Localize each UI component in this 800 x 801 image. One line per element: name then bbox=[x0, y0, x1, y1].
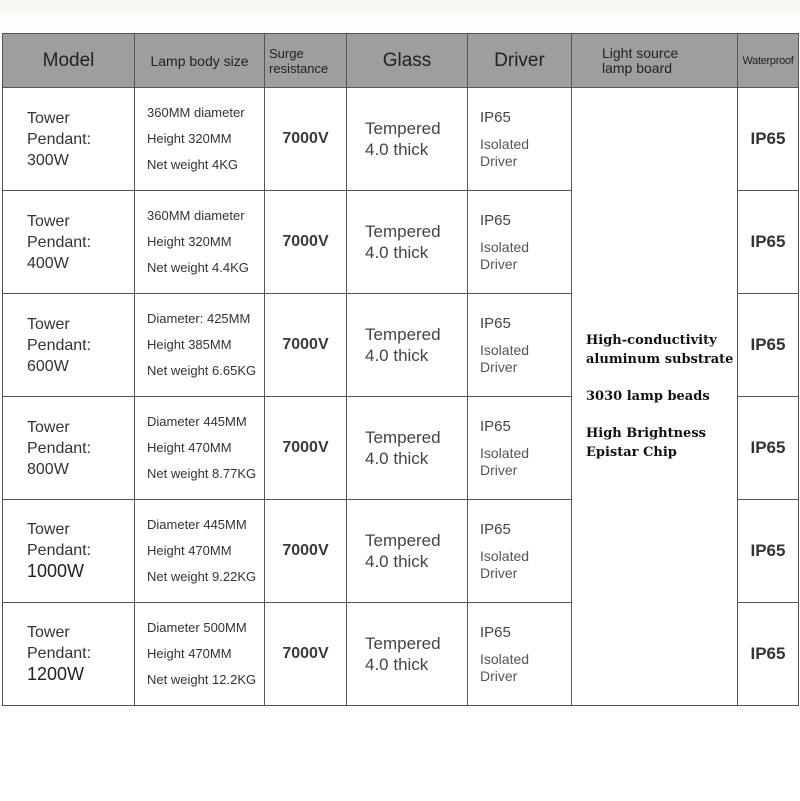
size-line2: Height 470MM bbox=[147, 646, 232, 661]
cell-glass bbox=[347, 294, 468, 397]
size-line2: Height 385MM bbox=[147, 337, 232, 352]
cell-glass bbox=[347, 397, 468, 500]
driver-ip: IP65 bbox=[480, 520, 511, 538]
size-line1: 360MM diameter bbox=[147, 105, 245, 120]
glass-line2: 4.0 thick bbox=[365, 346, 429, 365]
size-line1: Diameter: 425MM bbox=[147, 311, 251, 326]
header-glass: Glass bbox=[347, 34, 468, 88]
size-line3: Net weight 12.2KG bbox=[147, 672, 257, 687]
cell-light-source bbox=[572, 88, 738, 706]
header-light-source bbox=[572, 34, 738, 88]
size-line1: Diameter 445MM bbox=[147, 517, 247, 532]
size-line2: Height 470MM bbox=[147, 440, 232, 455]
cell-size bbox=[135, 191, 265, 294]
header-surge-resistance bbox=[265, 34, 347, 88]
cell-glass bbox=[347, 191, 468, 294]
model-line3: 300W bbox=[27, 151, 69, 169]
cell-surge: 7000V bbox=[265, 397, 347, 500]
header-driver: Driver bbox=[468, 34, 572, 88]
cell-waterproof: IP65 bbox=[738, 294, 799, 397]
size-line3: Net weight 4.4KG bbox=[147, 260, 249, 275]
size-line2: Height 320MM bbox=[147, 234, 232, 249]
cell-driver bbox=[468, 603, 572, 706]
light-line2: aluminum substrate bbox=[586, 352, 734, 367]
model-line2: Pendant: bbox=[27, 645, 92, 662]
model-line2: Pendant: bbox=[27, 542, 92, 559]
model-line2: Pendant: bbox=[27, 233, 92, 251]
top-strip bbox=[0, 0, 800, 26]
header-light-line2: lamp board bbox=[602, 59, 673, 76]
size-line1: Diameter 445MM bbox=[147, 414, 247, 429]
glass-line1: Tempered bbox=[365, 222, 441, 241]
driver-line1: Isolated bbox=[480, 650, 530, 667]
driver-ip: IP65 bbox=[480, 108, 511, 126]
model-line1: Tower bbox=[27, 315, 70, 333]
light-line4: High Brightness bbox=[586, 426, 706, 441]
cell-model bbox=[3, 603, 135, 706]
cell-model bbox=[3, 500, 135, 603]
cell-size bbox=[135, 603, 265, 706]
cell-size bbox=[135, 500, 265, 603]
cell-model bbox=[3, 397, 135, 500]
size-line3: Net weight 4KG bbox=[147, 157, 239, 172]
glass-line1: Tempered bbox=[365, 428, 441, 447]
driver-ip: IP65 bbox=[480, 417, 511, 435]
driver-line1: Isolated bbox=[480, 135, 530, 152]
glass-line2: 4.0 thick bbox=[365, 140, 429, 159]
cell-driver bbox=[468, 88, 572, 191]
size-line3: Net weight 9.22KG bbox=[147, 569, 257, 584]
cell-driver bbox=[468, 397, 572, 500]
cell-size bbox=[135, 397, 265, 500]
model-line3: 1200W bbox=[27, 664, 85, 684]
cell-size bbox=[135, 88, 265, 191]
glass-line1: Tempered bbox=[365, 531, 441, 550]
cell-surge: 7000V bbox=[265, 603, 347, 706]
cell-glass bbox=[347, 500, 468, 603]
glass-line1: Tempered bbox=[365, 634, 441, 653]
cell-surge: 7000V bbox=[265, 500, 347, 603]
cell-surge: 7000V bbox=[265, 294, 347, 397]
driver-line1: Isolated bbox=[480, 341, 530, 358]
cell-glass bbox=[347, 603, 468, 706]
model-line3: 400W bbox=[27, 254, 69, 272]
driver-line1: Isolated bbox=[480, 444, 530, 461]
driver-ip: IP65 bbox=[480, 211, 511, 229]
cell-glass bbox=[347, 88, 468, 191]
cell-model bbox=[3, 88, 135, 191]
size-line3: Net weight 6.65KG bbox=[147, 363, 257, 378]
light-line5: Epistar Chip bbox=[586, 445, 677, 460]
header-model: Model bbox=[3, 34, 135, 88]
cell-model bbox=[3, 191, 135, 294]
driver-line2: Driver bbox=[480, 564, 518, 581]
cell-waterproof: IP65 bbox=[738, 397, 799, 500]
glass-line2: 4.0 thick bbox=[365, 655, 429, 674]
glass-line2: 4.0 thick bbox=[365, 552, 429, 571]
driver-line2: Driver bbox=[480, 152, 518, 169]
driver-line2: Driver bbox=[480, 358, 518, 375]
header-surge-line1: Surge bbox=[269, 45, 304, 61]
model-line1: Tower bbox=[27, 109, 70, 127]
driver-line1: Isolated bbox=[480, 238, 530, 255]
model-line1: Tower bbox=[27, 521, 70, 538]
driver-line2: Driver bbox=[480, 667, 518, 684]
spec-table bbox=[2, 33, 799, 706]
size-line2: Height 320MM bbox=[147, 131, 232, 146]
cell-waterproof: IP65 bbox=[738, 88, 799, 191]
cell-driver bbox=[468, 294, 572, 397]
size-line1: Diameter 500MM bbox=[147, 620, 247, 635]
size-line3: Net weight 8.77KG bbox=[147, 466, 257, 481]
header-row bbox=[3, 34, 799, 88]
model-line1: Tower bbox=[27, 418, 70, 436]
model-line1: Tower bbox=[27, 212, 70, 230]
cell-size bbox=[135, 294, 265, 397]
glass-line1: Tempered bbox=[365, 325, 441, 344]
header-waterproof: Waterproof bbox=[738, 34, 799, 88]
glass-line2: 4.0 thick bbox=[365, 449, 429, 468]
driver-line2: Driver bbox=[480, 461, 518, 478]
model-line3: 800W bbox=[27, 460, 69, 478]
cell-surge: 7000V bbox=[265, 191, 347, 294]
driver-ip: IP65 bbox=[480, 623, 511, 641]
cell-waterproof: IP65 bbox=[738, 603, 799, 706]
cell-model bbox=[3, 294, 135, 397]
model-line2: Pendant: bbox=[27, 130, 92, 148]
model-line2: Pendant: bbox=[27, 439, 92, 457]
glass-line2: 4.0 thick bbox=[365, 243, 429, 262]
driver-ip: IP65 bbox=[480, 314, 511, 332]
model-line3: 600W bbox=[27, 357, 69, 375]
cell-surge: 7000V bbox=[265, 88, 347, 191]
cell-driver bbox=[468, 191, 572, 294]
model-line1: Tower bbox=[27, 624, 70, 641]
header-surge-line2: resistance bbox=[269, 60, 329, 76]
light-line1: High-conductivity bbox=[586, 333, 717, 348]
driver-line2: Driver bbox=[480, 255, 518, 272]
table-row bbox=[3, 88, 799, 191]
size-line1: 360MM diameter bbox=[147, 208, 245, 223]
cell-waterproof: IP65 bbox=[738, 191, 799, 294]
cell-driver bbox=[468, 500, 572, 603]
cell-waterproof: IP65 bbox=[738, 500, 799, 603]
size-line2: Height 470MM bbox=[147, 543, 232, 558]
glass-line1: Tempered bbox=[365, 119, 441, 138]
header-lamp-body-size: Lamp body size bbox=[135, 34, 265, 88]
driver-line1: Isolated bbox=[480, 547, 530, 564]
header-light-line1: Light source bbox=[602, 44, 679, 61]
model-line2: Pendant: bbox=[27, 336, 92, 354]
light-line3: 3030 lamp beads bbox=[586, 389, 710, 404]
model-line3: 1000W bbox=[27, 561, 85, 581]
